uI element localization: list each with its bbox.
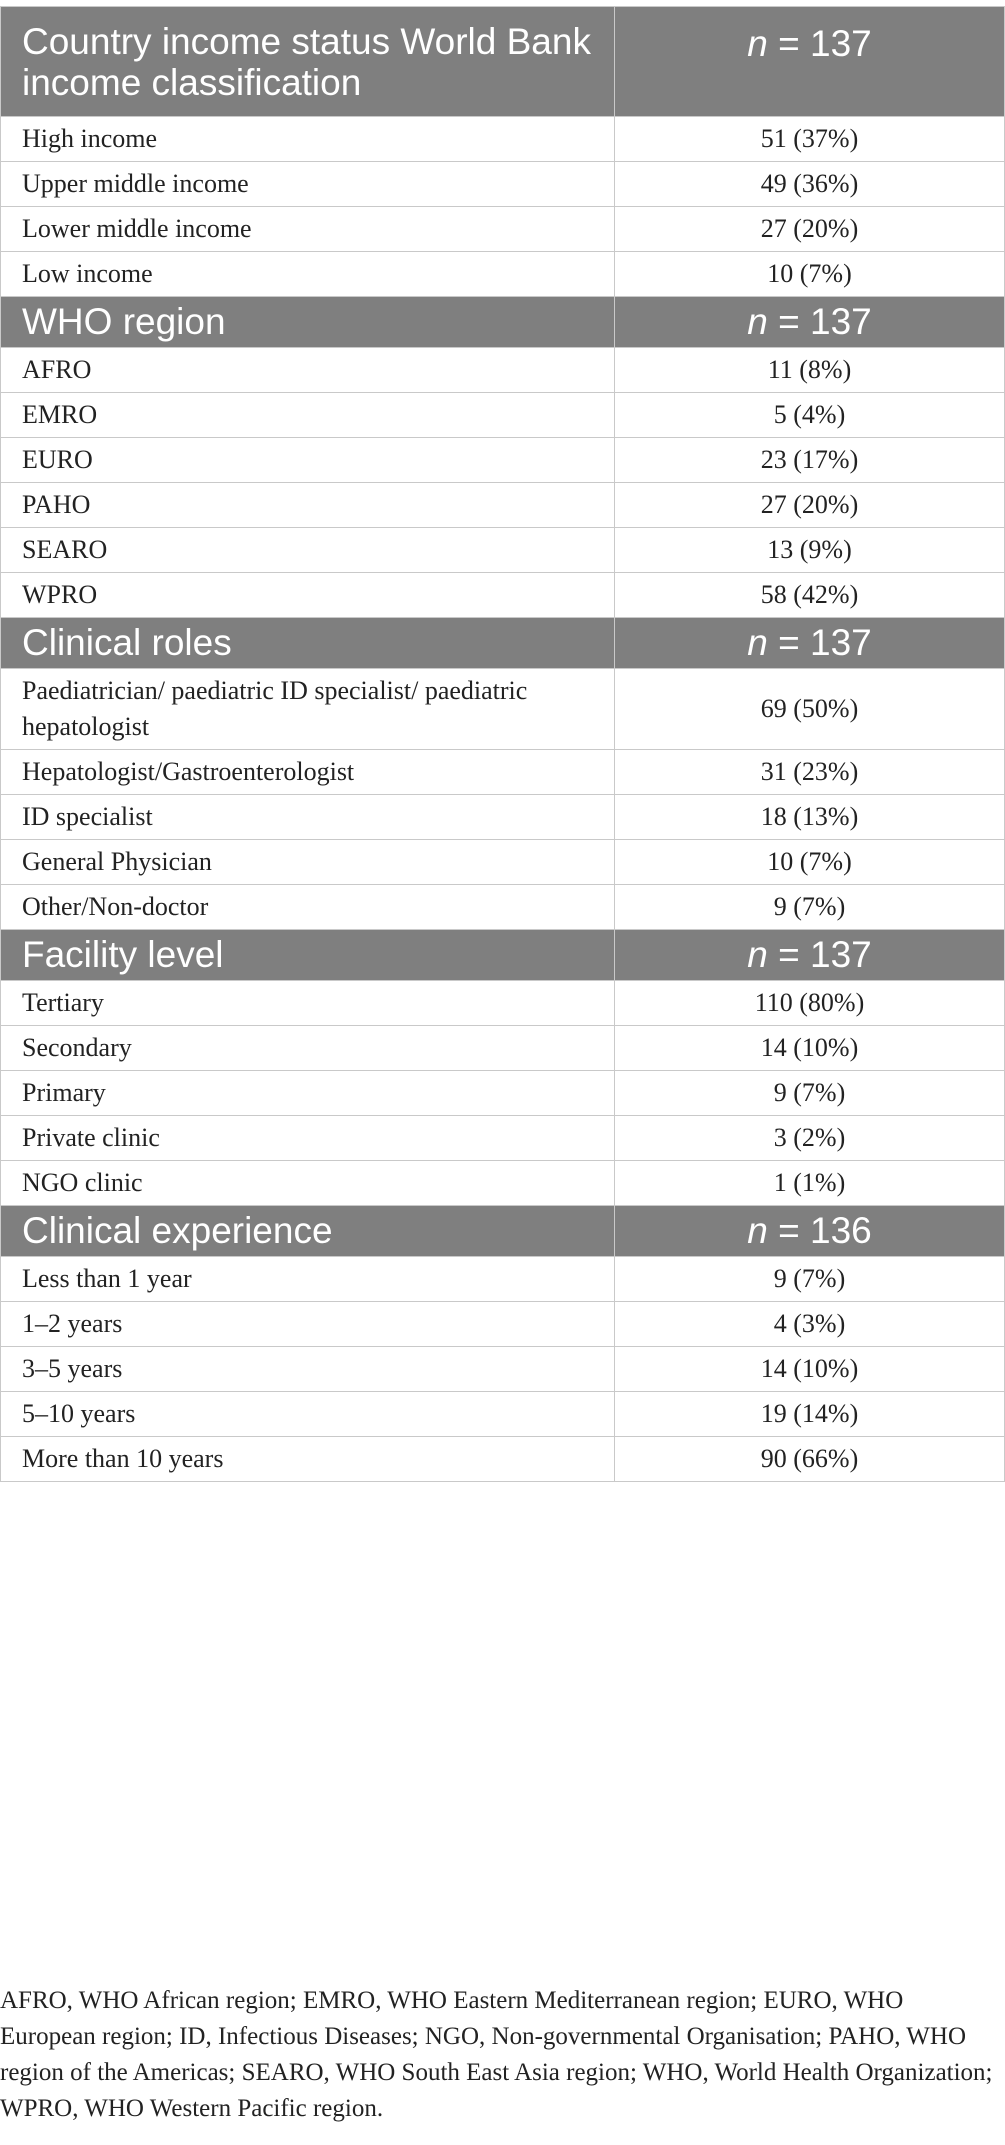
table-row [1, 1391, 1005, 1436]
row-label: Upper middle income [1, 161, 615, 206]
sample-size-value: = 137 [767, 23, 872, 64]
sample-size-variable: n [747, 23, 768, 64]
row-value: 69 (50%) [615, 668, 1005, 749]
row-label: EURO [1, 437, 615, 482]
row-label: Primary [1, 1070, 615, 1115]
row-value: 1 (1%) [615, 1160, 1005, 1205]
section-header-label: Facility level [1, 929, 615, 980]
section-header-count [615, 7, 1005, 117]
row-label: ID specialist [1, 794, 615, 839]
table-row [1, 794, 1005, 839]
row-value: 3 (2%) [615, 1115, 1005, 1160]
row-label: EMRO [1, 392, 615, 437]
row-label: High income [1, 116, 615, 161]
row-label: Secondary [1, 1025, 615, 1070]
row-value: 5 (4%) [615, 392, 1005, 437]
row-label: AFRO [1, 347, 615, 392]
row-value: 9 (7%) [615, 884, 1005, 929]
row-label: More than 10 years [1, 1436, 615, 1481]
table-body [1, 7, 1005, 1482]
table-row [1, 1160, 1005, 1205]
row-value: 19 (14%) [615, 1391, 1005, 1436]
table-row [1, 668, 1005, 749]
table-row [1, 116, 1005, 161]
section-header-label: WHO region [1, 296, 615, 347]
row-value: 49 (36%) [615, 161, 1005, 206]
row-value: 10 (7%) [615, 251, 1005, 296]
row-value: 9 (7%) [615, 1256, 1005, 1301]
sample-size-value: = 137 [767, 622, 872, 664]
row-value: 9 (7%) [615, 1070, 1005, 1115]
row-value: 13 (9%) [615, 527, 1005, 572]
section-header-row [1, 617, 1005, 668]
row-label: Paediatrician/ paediatric ID specialist/ paediatric hepatologist [1, 668, 615, 749]
row-label: Less than 1 year [1, 1256, 615, 1301]
demographics-table [0, 6, 1005, 1482]
row-value: 51 (37%) [615, 116, 1005, 161]
table-row [1, 1436, 1005, 1481]
row-label: NGO clinic [1, 1160, 615, 1205]
row-value: 31 (23%) [615, 749, 1005, 794]
row-label: Hepatologist/Gastroenterologist [1, 749, 615, 794]
row-value: 18 (13%) [615, 794, 1005, 839]
table-row [1, 749, 1005, 794]
table-footnote: AFRO, WHO African region; EMRO, WHO Eastern Mediterranean region; EURO, WHO European region; ID, Infectious Diseases; NGO, Non-governmental Organisation; PAHO, WHO region of the Americas; SEARO, WHO South East Asia region; WHO, World Health Organization; WPRO, WHO Western Pacific region. [0, 1987, 993, 2122]
section-header-label: Country income status World Bank income classification [1, 7, 615, 117]
sample-size-value: = 137 [767, 301, 872, 343]
section-header-label: Clinical roles [1, 617, 615, 668]
table-row [1, 1256, 1005, 1301]
row-value: 10 (7%) [615, 839, 1005, 884]
section-header-count [615, 617, 1005, 668]
sample-size-value: = 136 [767, 1210, 872, 1252]
row-value: 23 (17%) [615, 437, 1005, 482]
row-label: Tertiary [1, 980, 615, 1025]
table-row [1, 527, 1005, 572]
sample-size-variable: n [747, 934, 768, 976]
row-value: 14 (10%) [615, 1346, 1005, 1391]
row-label: PAHO [1, 482, 615, 527]
section-header-label: Clinical experience [1, 1205, 615, 1256]
section-header-count [615, 929, 1005, 980]
table-row [1, 437, 1005, 482]
section-header-row [1, 7, 1005, 117]
row-value: 27 (20%) [615, 206, 1005, 251]
sample-size-variable: n [747, 622, 768, 664]
row-value: 27 (20%) [615, 482, 1005, 527]
row-label: General Physician [1, 839, 615, 884]
row-value: 14 (10%) [615, 1025, 1005, 1070]
row-label: Low income [1, 251, 615, 296]
row-label: SEARO [1, 527, 615, 572]
sample-size-variable: n [747, 301, 768, 343]
table-row [1, 884, 1005, 929]
section-header-row [1, 296, 1005, 347]
row-value: 11 (8%) [615, 347, 1005, 392]
table-row [1, 1301, 1005, 1346]
row-label: 5–10 years [1, 1391, 615, 1436]
row-value: 90 (66%) [615, 1436, 1005, 1481]
table-row [1, 206, 1005, 251]
section-header-row [1, 1205, 1005, 1256]
section-header-count [615, 296, 1005, 347]
row-value: 4 (3%) [615, 1301, 1005, 1346]
table-row [1, 980, 1005, 1025]
table-row [1, 347, 1005, 392]
section-header-count [615, 1205, 1005, 1256]
row-label: Other/Non-doctor [1, 884, 615, 929]
table-row [1, 1115, 1005, 1160]
sample-size-variable: n [747, 1210, 768, 1252]
row-label: Private clinic [1, 1115, 615, 1160]
table-row [1, 392, 1005, 437]
table-row [1, 1070, 1005, 1115]
table-row [1, 1025, 1005, 1070]
row-value: 58 (42%) [615, 572, 1005, 617]
row-label: 1–2 years [1, 1301, 615, 1346]
row-label: 3–5 years [1, 1346, 615, 1391]
table-row [1, 251, 1005, 296]
row-value: 110 (80%) [615, 980, 1005, 1025]
table-row [1, 839, 1005, 884]
section-header-row [1, 929, 1005, 980]
table-row [1, 161, 1005, 206]
sample-size-value: = 137 [767, 934, 872, 976]
table-row [1, 482, 1005, 527]
row-label: Lower middle income [1, 206, 615, 251]
row-label: WPRO [1, 572, 615, 617]
table-row [1, 572, 1005, 617]
table-row [1, 1346, 1005, 1391]
